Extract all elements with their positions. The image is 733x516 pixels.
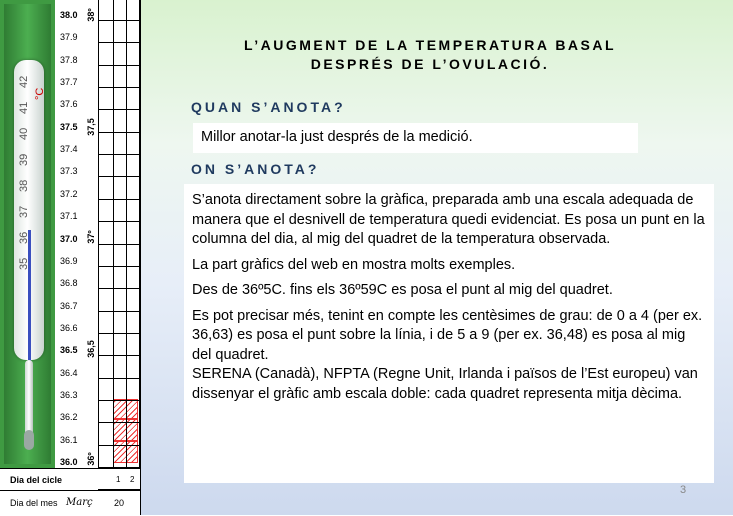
section-heading-when: QUAN S’ANOTA? xyxy=(191,99,346,115)
temperature-label: 37.3 xyxy=(60,166,78,177)
grid-line xyxy=(98,333,140,334)
temperature-label: 36.7 xyxy=(60,300,78,311)
grid-line xyxy=(98,87,140,88)
when-text: Millor anotar-la just després de la medició. xyxy=(201,129,473,145)
grid-line xyxy=(98,422,140,423)
temperature-chart xyxy=(0,0,141,515)
temperature-label: 36.2 xyxy=(60,412,78,423)
temperature-label: 37.0 xyxy=(60,233,78,244)
cycle-day-value: 2 xyxy=(130,475,135,484)
cycle-day-value: 1 xyxy=(116,475,121,484)
grid-line xyxy=(98,65,140,66)
thermometer-scale-number: 36 xyxy=(18,231,30,244)
mercury-column xyxy=(28,230,31,380)
thermometer-scale-number: 40 xyxy=(18,127,30,140)
degree-label: 37º xyxy=(86,230,96,244)
month-day-value: 20 xyxy=(114,498,125,508)
when-box xyxy=(193,123,638,153)
temperature-label: 37.9 xyxy=(60,32,78,43)
temperature-label: 38.0 xyxy=(60,10,78,20)
where-box xyxy=(184,184,714,483)
thermometer-photo xyxy=(0,0,55,468)
slide-title: L’AUGMENT DE LA TEMPERATURA BASAL DESPRÉS DE L’OVULACIÓ. xyxy=(243,37,617,72)
where-paragraph: Es pot precisar més, tenint en compte les centèsimes de grau: de 0 a 4 (per ex. 36,63) es posa el punt sobre la línia, i de 5 a 9 (per ex. 36,48) es posa al mig del quadret. xyxy=(192,307,703,363)
grid-line xyxy=(126,0,127,468)
degree-label: 36,5 xyxy=(86,340,96,358)
temperature-label: 37.8 xyxy=(60,54,78,65)
month-day-label: Dia del mes xyxy=(10,498,58,508)
thermometer-scale-number: 41 xyxy=(18,101,30,114)
month-name: Març xyxy=(66,497,93,508)
grid-line xyxy=(98,355,140,356)
section-heading-where: ON S’ANOTA? xyxy=(191,161,320,177)
page-number: 3 xyxy=(680,484,687,496)
where-paragraph: La part gràfics del web en mostra molts exemples. xyxy=(192,256,516,273)
temperature-label: 36.3 xyxy=(60,389,78,400)
temperature-label: 37.4 xyxy=(60,144,78,155)
grid-line xyxy=(98,445,140,446)
temperature-label: 36.6 xyxy=(60,322,78,333)
thermometer-scale-number: 42 xyxy=(18,75,30,88)
where-paragraph: S’anota directament sobre la gràfica, preparada amb una escala adequada de manera que el desnivell de temperatura quedi evidenciat. Es posa un punt en la columna del dia, al mig del quadret de la temperatura observada. xyxy=(192,192,705,247)
grid-line xyxy=(98,132,140,133)
grid-line xyxy=(98,400,140,401)
grid-line xyxy=(98,199,140,200)
cycle-day-label: Dia del cicle xyxy=(10,475,63,485)
grid-line xyxy=(98,244,140,245)
chart-grid xyxy=(98,0,140,468)
temperature-label: 36.4 xyxy=(60,367,78,378)
grid-line xyxy=(98,221,140,222)
grid-line xyxy=(98,176,140,177)
where-paragraph: SERENA (Canadà), NFPTA (Regne Unit, Irlanda i països de l’Est europeu) van dissenyar el gràfic amb escala doble: cada quadret representa mitja dècima. xyxy=(192,366,698,402)
temperature-label: 36.1 xyxy=(60,434,78,445)
thermometer-scale-number: 35 xyxy=(18,257,30,270)
grid-line xyxy=(98,109,140,110)
temperature-label: 36.8 xyxy=(60,278,78,289)
thermometer-scale-number: 39 xyxy=(18,153,30,166)
temperature-label: 37.7 xyxy=(60,77,78,88)
month-day-row xyxy=(0,490,140,516)
temperature-label: 36.9 xyxy=(60,255,78,266)
temperature-label: 36.5 xyxy=(60,345,78,356)
grid-line xyxy=(98,0,99,468)
temperature-label: 37.5 xyxy=(60,121,78,132)
thermometer-scale-number: 37 xyxy=(18,205,30,218)
grid-line xyxy=(113,0,114,468)
degree-label: 37,5 xyxy=(86,118,96,136)
grid-line xyxy=(98,154,140,155)
temperature-label: 37.1 xyxy=(60,211,78,222)
where-paragraph: Des de 36º5C. fins els 36º59C es posa el punt al mig del quadret. xyxy=(192,282,613,298)
cycle-day-row xyxy=(0,468,140,491)
thermometer-unit: °C xyxy=(34,87,46,100)
degree-label: 38º xyxy=(86,8,96,22)
grid-line xyxy=(139,0,140,468)
thermometer-scale-number: 38 xyxy=(18,179,30,192)
grid-line xyxy=(98,42,140,43)
grid-line xyxy=(98,378,140,379)
temperature-label: 36.0 xyxy=(60,457,78,467)
grid-line xyxy=(98,20,140,21)
grid-line xyxy=(98,288,140,289)
temperature-label: 37.6 xyxy=(60,99,78,110)
degree-label: 36º xyxy=(86,452,96,466)
temperature-label: 37.2 xyxy=(60,188,78,199)
grid-line xyxy=(98,266,140,267)
grid-line xyxy=(98,311,140,312)
